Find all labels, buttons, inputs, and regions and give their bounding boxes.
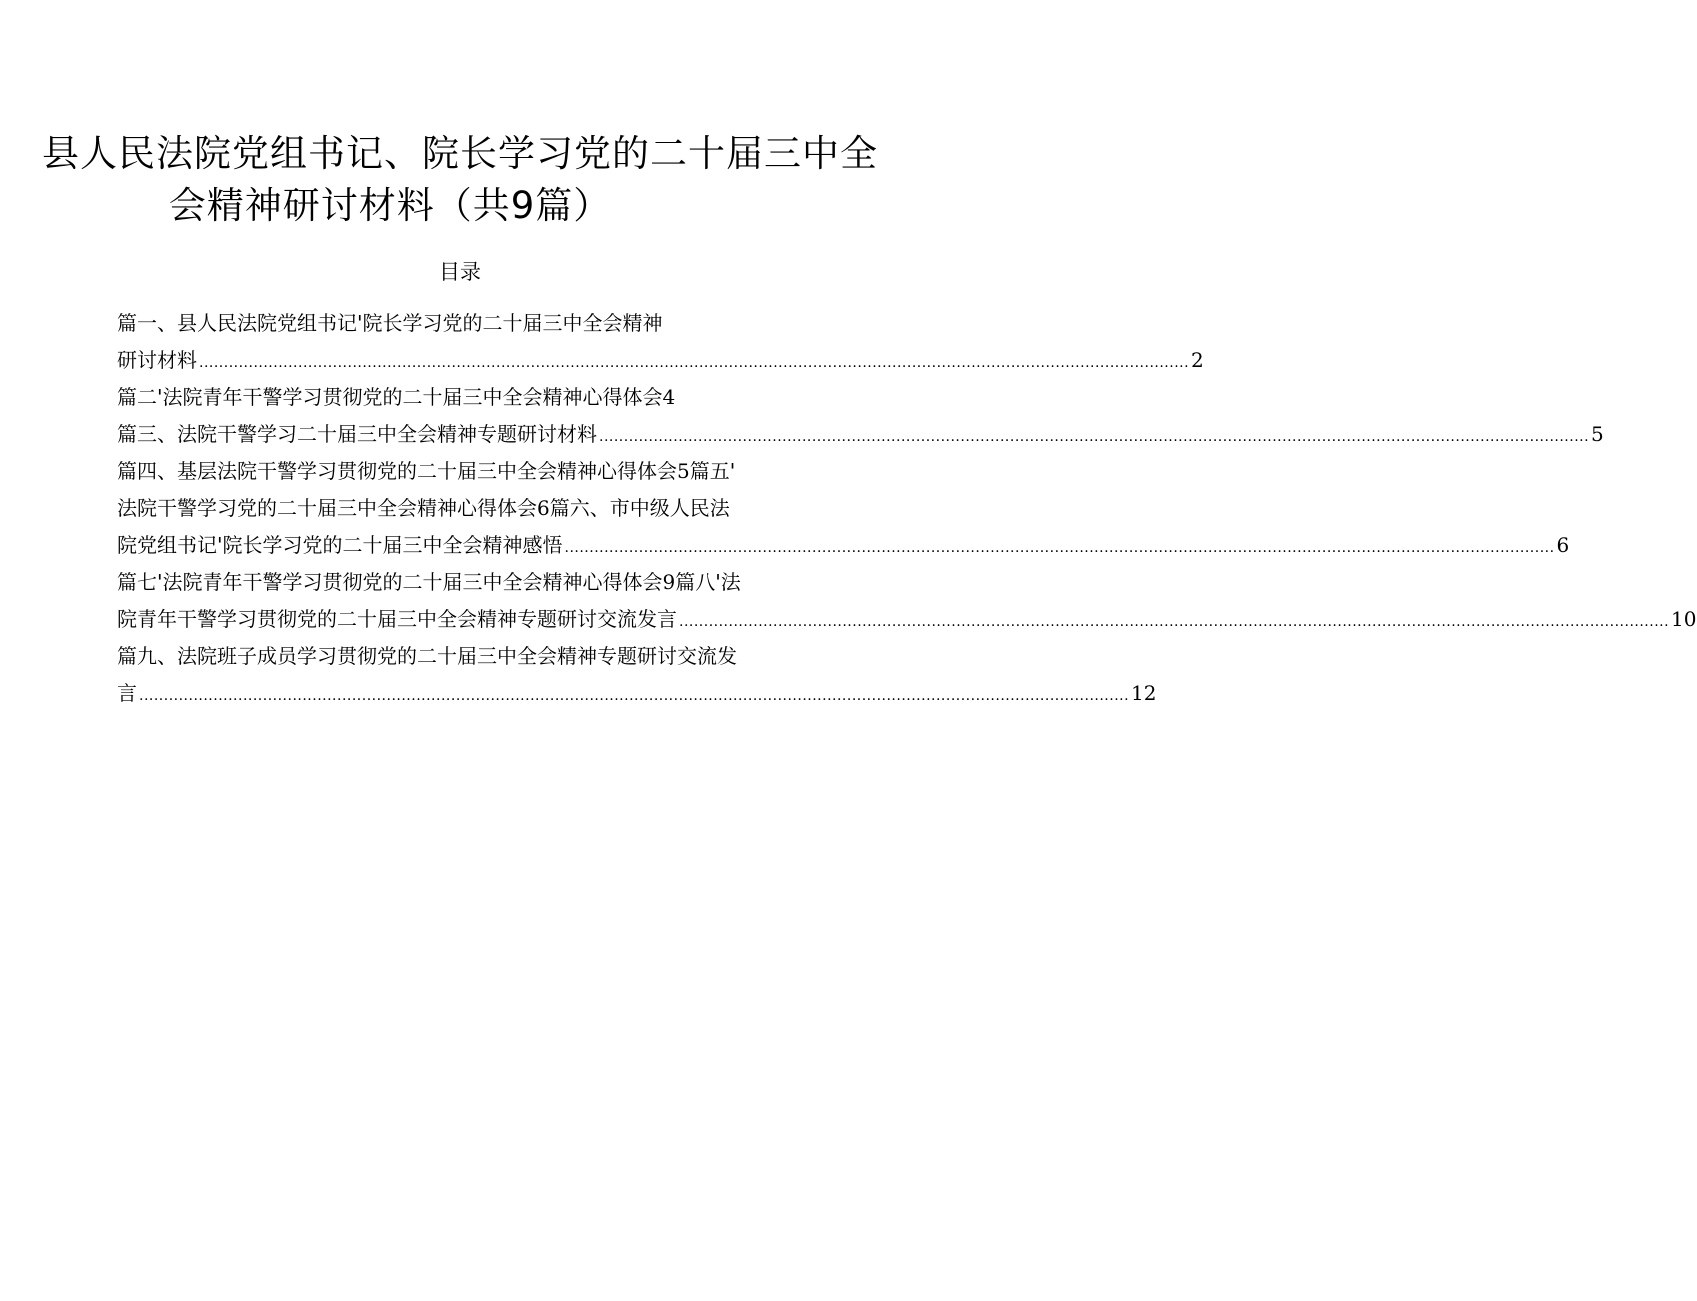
toc-page-number: 4 — [662, 385, 676, 409]
toc-entry-text: 院党组书记'院长学习党的二十届三中全会精神感悟 — [117, 533, 563, 557]
toc-line-8[interactable] — [117, 564, 837, 601]
toc-entry-text: 言 — [117, 681, 137, 705]
toc-page-number: 5 — [677, 459, 690, 483]
toc-line-1[interactable] — [117, 305, 837, 342]
toc-line-3[interactable] — [117, 379, 837, 416]
toc-page-number: 5 — [1591, 422, 1604, 446]
toc-entry-text: 研讨材料 — [117, 348, 197, 372]
toc-entry-text: 法院干警学习党的二十届三中全会精神心得体会 — [117, 496, 537, 520]
toc-leader-dots: ........................................................................................................................................................................................................ — [564, 540, 1555, 556]
toc-line-7[interactable] — [117, 527, 1570, 564]
toc-entry-text: 篇四、基层法院干警学习贯彻党的二十届三中全会精神心得体会 — [117, 459, 677, 483]
toc-line-4[interactable] — [117, 416, 1604, 453]
toc-entry-text: 篇九、法院班子成员学习贯彻党的二十届三中全会精神专题研讨交流发 — [117, 644, 737, 668]
document-title-line-1: 县人民法院党组书记、院长学习党的二十届三中全 — [42, 132, 878, 175]
toc-entry-text: 篇六、市中级人民法 — [549, 496, 730, 520]
toc-line-6[interactable] — [117, 490, 837, 527]
toc-entry-text: 篇二'法院青年干警学习贯彻党的二十届三中全会精神心得体会 — [117, 385, 663, 409]
toc-line-11[interactable] — [117, 675, 1157, 712]
toc-entry-text: 篇一、县人民法院党组书记'院长学习党的二十届三中全会精神 — [117, 311, 663, 335]
toc-leader-dots: ........................................................................................................................................................................................................ — [599, 429, 1590, 445]
toc-page-number: 9 — [662, 570, 676, 594]
toc-entry-text: 篇五' — [689, 459, 736, 483]
toc-line-10[interactable] — [117, 638, 837, 675]
toc-leader-dots: ........................................................................................................................................................................................................ — [199, 355, 1190, 371]
toc-entry-text: 篇七'法院青年干警学习贯彻党的二十届三中全会精神心得体会 — [117, 570, 663, 594]
toc-page-number: 12 — [1131, 681, 1157, 705]
toc-heading: 目录 — [439, 260, 481, 284]
toc-entry-text: 篇八'法 — [675, 570, 741, 594]
toc-entry-text: 篇三、法院干警学习二十届三中全会精神专题研讨材料 — [117, 422, 597, 446]
toc-leader-dots: ........................................................................................................................................................................................................ — [139, 688, 1130, 704]
toc-leader-dots: ........................................................................................................................................................................................................ — [679, 614, 1670, 630]
toc-page-number: 6 — [537, 496, 550, 520]
document-title — [0, 128, 920, 232]
toc-line-5[interactable] — [117, 453, 837, 490]
document-title-line-2: 会精神研讨材料（共9篇） — [168, 184, 612, 227]
toc-entry-text: 院青年干警学习贯彻党的二十届三中全会精神专题研讨交流发言 — [117, 607, 677, 631]
toc-line-9[interactable] — [117, 601, 1697, 638]
toc-page-number: 6 — [1556, 533, 1570, 557]
toc-page-number: 2 — [1191, 348, 1204, 372]
toc-page-number: 10 — [1671, 607, 1697, 631]
table-of-contents — [117, 305, 1697, 712]
toc-line-2[interactable] — [117, 342, 1204, 379]
